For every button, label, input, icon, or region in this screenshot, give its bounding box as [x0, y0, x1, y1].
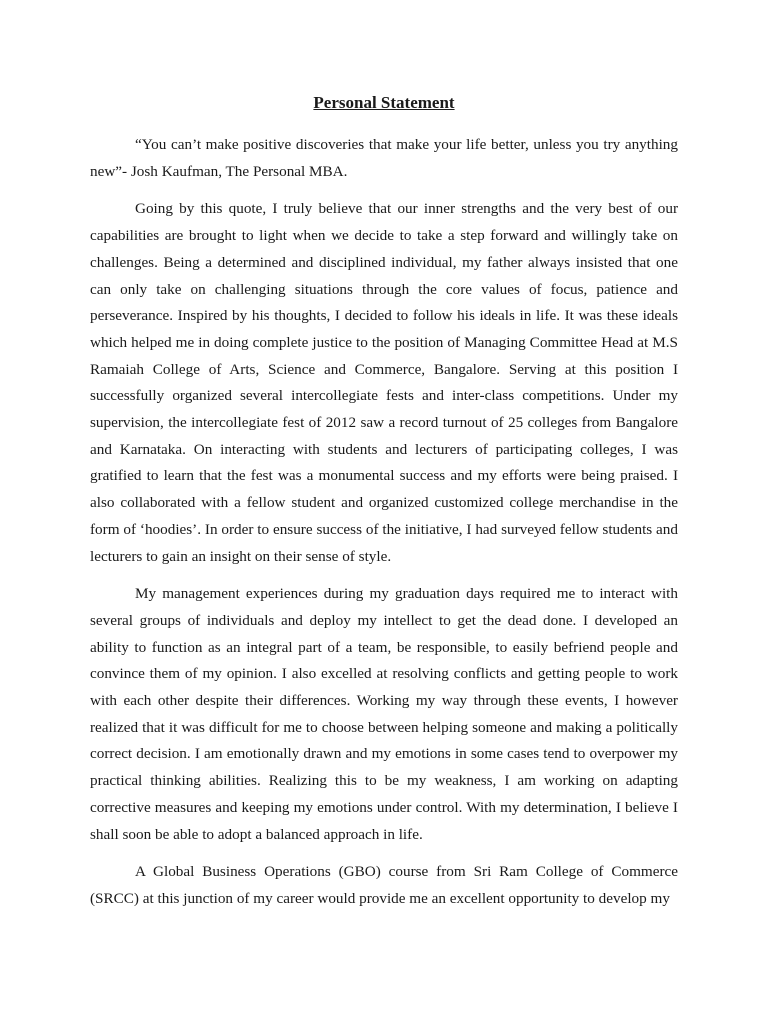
document-page	[90, 92, 678, 924]
paragraph-gbo-course: A Global Business Operations (GBO) course from Sri Ram College of Commerce (SRCC) at this junction of my career would provide me an excellent opportunity to develop my	[90, 863, 678, 907]
paragraph-quote: “You can’t make positive discoveries that make your life better, unless you try anything new”- Josh Kaufman, The Personal MBA.	[90, 136, 678, 180]
paragraph-leadership: Going by this quote, I truly believe that our inner strengths and the very best of our capabilities are brought to light when we decide to take a step forward and willingly take on challenges. Being a determined and disciplined individual, my father always insisted that one can only take on challenging situations through the core values of focus, patience and perseverance. Inspired by his thoughts, I decided to follow his ideals in life. It was these ideals which helped me in doing complete justice to the position of Managing Committee Head at M.S Ramaiah College of Arts, Science and Commerce, Bangalore. Serving at this position I successfully organized several intercollegiate fests and inter-class competitions. Under my supervision, the intercollegiate fest of 2012 saw a record turnout of 25 colleges from Bangalore and Karnataka. On interacting with students and lecturers of participating colleges, I was gratified to learn that the fest was a monumental success and my efforts were being praised. I also collaborated with a fellow student and organized customized college merchandise in the form of ‘hoodies’. In order to ensure success of the initiative, I had surveyed fellow students and lecturers to gain an insight on their sense of style.	[90, 200, 678, 565]
document-title: Personal Statement	[313, 93, 455, 112]
paragraph-management: My management experiences during my graduation days required me to interact with several groups of individuals and deploy my intellect to get the dead done. I developed an ability to function as an integral part of a team, be responsible, to easily befriend people and convince them of my opinion. I also excelled at resolving conflicts and getting people to work with each other despite their differences. Working my way through these events, I however realized that it was difficult for me to choose between helping someone and making a politically correct decision. I am emotionally drawn and my emotions in some cases tend to overpower my practical thinking abilities. Realizing this to be my weakness, I am working on adapting corrective measures and keeping my emotions under control. With my determination, I believe I shall soon be able to adopt a balanced approach in life.	[90, 585, 678, 843]
